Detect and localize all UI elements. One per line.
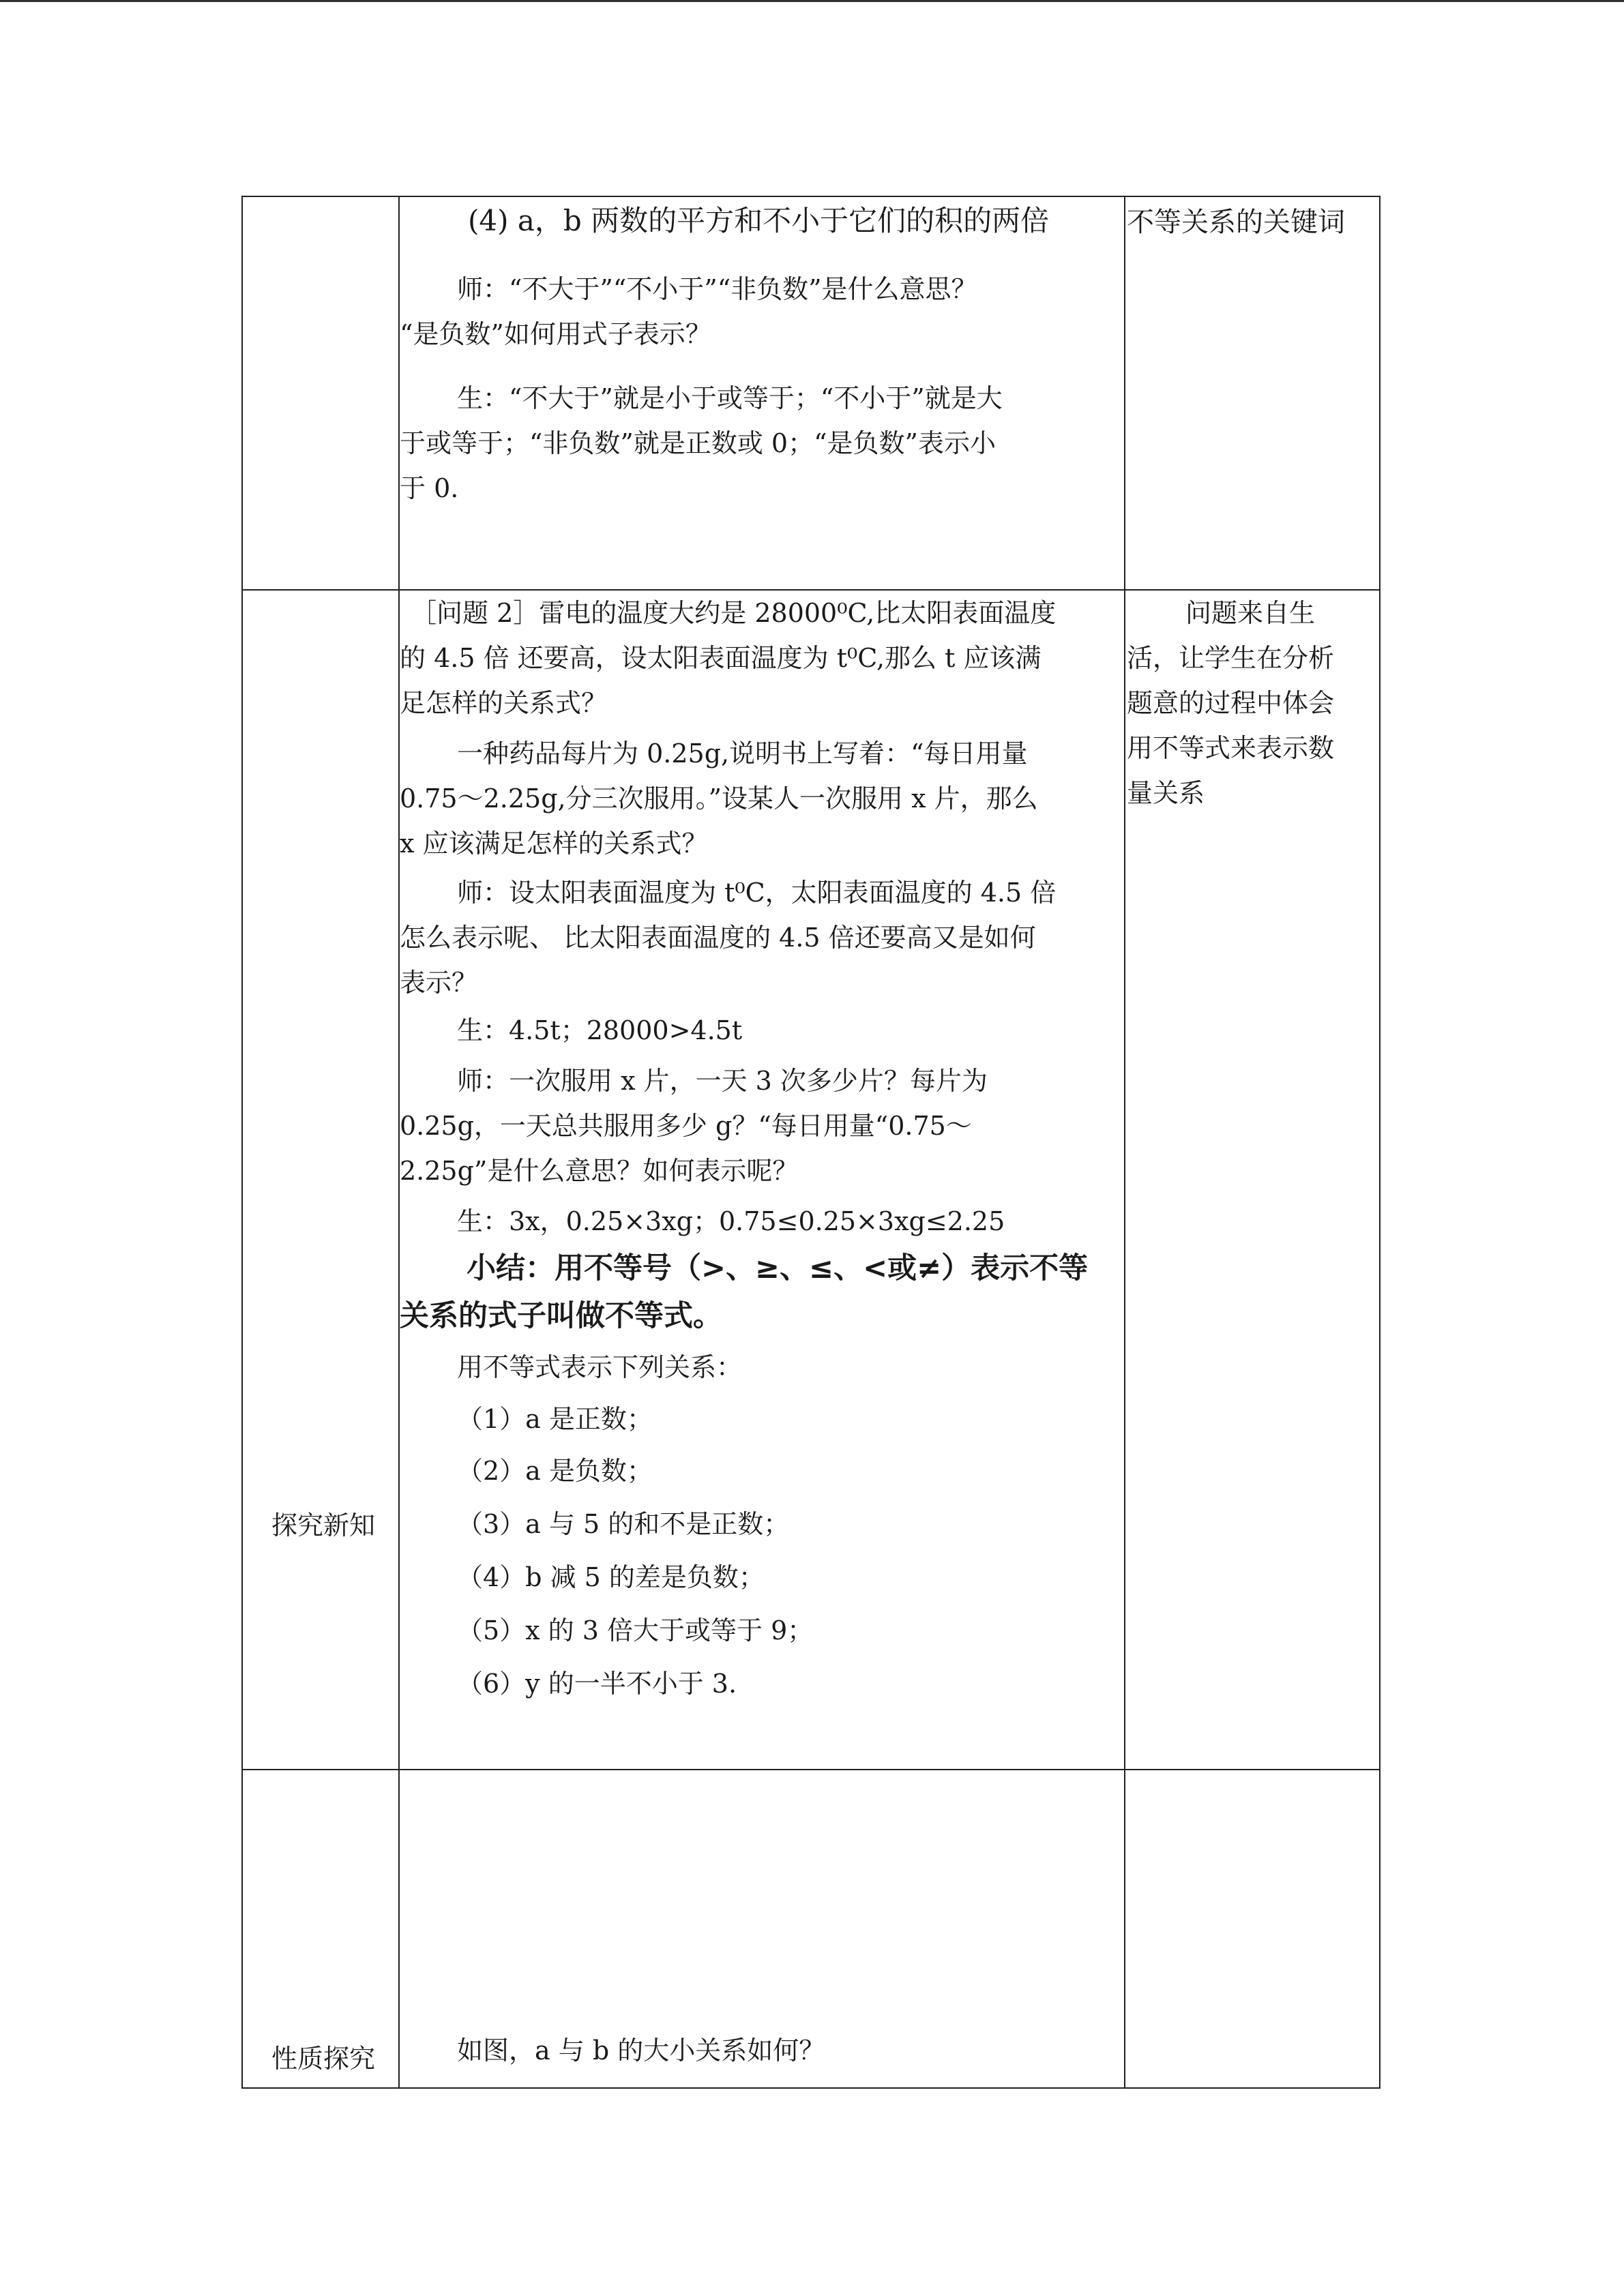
teacher-question-line: “是负数”如何用式子表示？ bbox=[400, 319, 711, 349]
student-answer-line: 生：“不大于”就是小于或等于；“不小于”就是大 bbox=[457, 383, 1003, 413]
content-cell bbox=[399, 1770, 1125, 2088]
student-answer-line: 生：3x，0.25×3xg；0.75≤0.25×3xg≤2.25 bbox=[457, 1206, 1005, 1236]
content-cell bbox=[399, 196, 1125, 590]
note-line: 用不等式来表示数 bbox=[1127, 733, 1335, 763]
exercise-intro: 用不等式表示下列关系： bbox=[457, 1352, 743, 1382]
student-answer-line: 生：4.5t；28000>4.5t bbox=[457, 1015, 743, 1045]
note-cell bbox=[1125, 196, 1380, 590]
student-answer-line: 于或等于；“非负数”就是正数或 0；“是负数”表示小 bbox=[400, 428, 996, 458]
drug-problem-line: 一种药品每片为 0.25g,说明书上写着：“每日用量 bbox=[457, 739, 1028, 769]
note-cell bbox=[1125, 590, 1380, 1770]
note-line: 量关系 bbox=[1127, 778, 1205, 808]
exercise-item: （4）b 减 5 的差是负数； bbox=[457, 1562, 765, 1592]
section-label: 探究新知 bbox=[271, 1510, 376, 1540]
section-cell bbox=[242, 196, 399, 590]
content-cell bbox=[399, 590, 1125, 1770]
teacher-question-line: 0.25g，一天总共服用多少 g？“每日用量“0.75～ bbox=[400, 1111, 972, 1141]
problem-2-line: 的 4.5 倍 还要高，设太阳表面温度为 t⁰C,那么 t 应该满 bbox=[400, 643, 1042, 673]
student-answer-line: 于 0. bbox=[400, 473, 459, 503]
drug-problem-line: 0.75～2.25g,分三次服用。”设某人一次服用 x 片，那么 bbox=[400, 784, 1038, 814]
note-cell bbox=[1125, 1770, 1380, 2088]
problem-2-line: ［问题 2］雷电的温度大约是 28000⁰C,比太阳表面温度 bbox=[411, 598, 1057, 628]
page-top-border bbox=[0, 0, 1624, 2]
table-row bbox=[242, 1770, 1380, 2088]
table-row bbox=[242, 196, 1380, 590]
exercise-item: （6）y 的一半不小于 3. bbox=[457, 1669, 737, 1699]
section-cell bbox=[242, 590, 399, 1770]
exercise-item: （1）a 是正数； bbox=[457, 1404, 653, 1434]
exercise-item: （2）a 是负数； bbox=[457, 1456, 653, 1486]
item-4-text: (4) a，b 两数的平方和不小于它们的积的两倍 bbox=[468, 204, 1050, 237]
teacher-question-line: 怎么表示呢、 比太阳表面温度的 4.5 倍还要高又是如何 bbox=[400, 923, 1036, 953]
exercise-item: （5）x 的 3 倍大于或等于 9； bbox=[457, 1615, 814, 1645]
problem-2-line: 足怎样的关系式？ bbox=[400, 688, 608, 718]
property-question: 如图，a 与 b 的大小关系如何？ bbox=[457, 2036, 825, 2066]
section-cell bbox=[242, 1770, 399, 2088]
teacher-question-line: 2.25g”是什么意思？如何表示呢？ bbox=[400, 1156, 799, 1186]
summary-line: 小结：用不等号（>、≥、≤、<或≠）表示不等 bbox=[467, 1251, 1089, 1285]
section-label: 性质探究 bbox=[271, 2044, 376, 2074]
note-line: 活，让学生在分析 bbox=[1127, 643, 1335, 673]
teacher-question-line: 表示？ bbox=[400, 968, 478, 998]
teacher-question-line: 师：一次服用 x 片，一天 3 次多少片？每片为 bbox=[457, 1066, 988, 1096]
note-line: 题意的过程中体会 bbox=[1127, 688, 1335, 718]
note-text: 不等关系的关键词 bbox=[1127, 207, 1345, 238]
teacher-question-line: 师：设太阳表面温度为 t⁰C，太阳表面温度的 4.5 倍 bbox=[457, 878, 1057, 908]
exercise-item: （3）a 与 5 的和不是正数； bbox=[457, 1509, 790, 1539]
drug-problem-line: x 应该满足怎样的关系式？ bbox=[400, 829, 708, 859]
summary-line: 关系的式子叫做不等式。 bbox=[400, 1299, 722, 1333]
table-row bbox=[242, 590, 1380, 1770]
note-line: 问题来自生 bbox=[1185, 598, 1316, 628]
lesson-plan-table bbox=[241, 196, 1381, 2089]
teacher-question-line: 师：“不大于”“不小于”“非负数”是什么意思？ bbox=[457, 274, 977, 304]
